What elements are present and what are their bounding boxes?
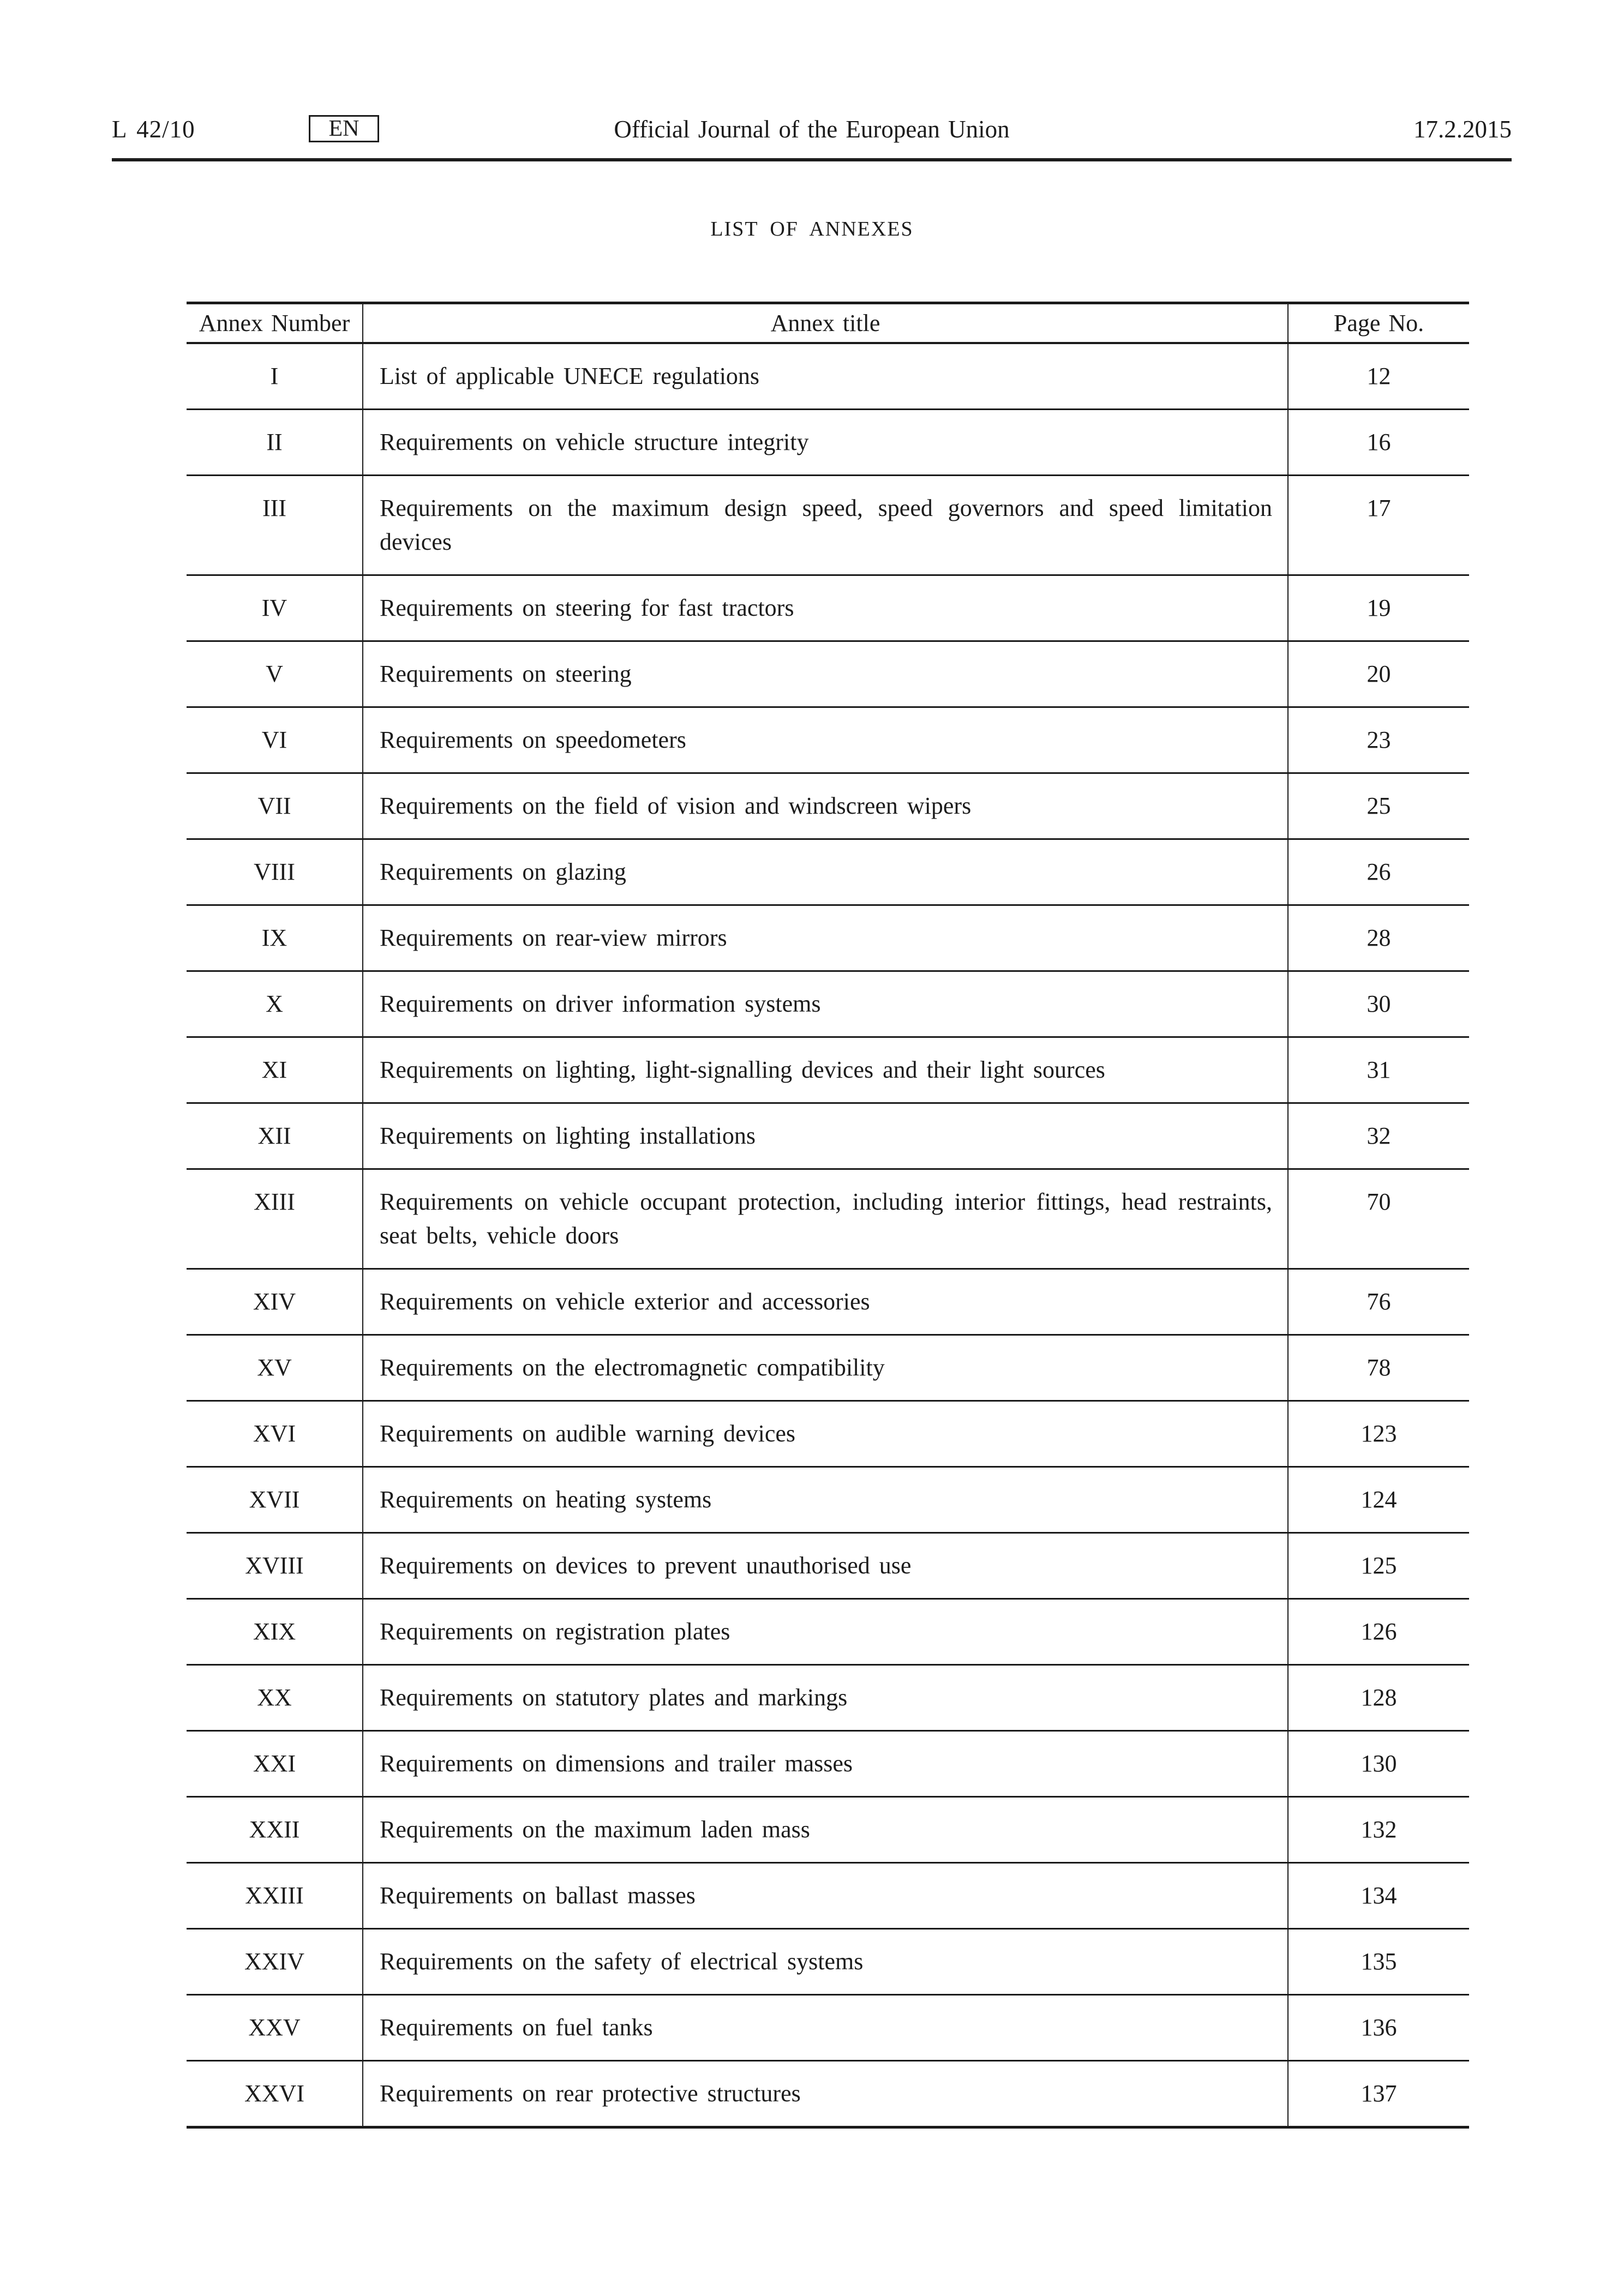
- table-row: [187, 1731, 1469, 1797]
- annex-number-cell: XXII: [187, 1797, 363, 1863]
- page-number-cell: 26: [1288, 839, 1469, 905]
- annex-title-cell: Requirements on rear protective structures: [363, 2061, 1288, 2127]
- page-number-cell: 132: [1288, 1797, 1469, 1863]
- annex-number-cell: III: [187, 476, 363, 575]
- annex-number-cell: XII: [187, 1103, 363, 1169]
- annex-number-cell: XVII: [187, 1467, 363, 1533]
- column-header-page-no: Page No.: [1288, 303, 1469, 344]
- annex-title-cell: Requirements on vehicle occupant protection, including interior fittings, head restraints, seat belts, vehicle doors: [363, 1169, 1288, 1269]
- page-number-cell: 137: [1288, 2061, 1469, 2127]
- annex-title-cell: Requirements on lighting, light-signalling devices and their light sources: [363, 1037, 1288, 1103]
- annex-number-cell: IV: [187, 575, 363, 641]
- annex-title-cell: Requirements on the field of vision and windscreen wipers: [363, 773, 1288, 839]
- annex-number-cell: XVI: [187, 1401, 363, 1467]
- table-row: [187, 1533, 1469, 1599]
- annex-number-cell: VII: [187, 773, 363, 839]
- annex-number-cell: VIII: [187, 839, 363, 905]
- table-row: [187, 839, 1469, 905]
- table-row: [187, 1599, 1469, 1665]
- page-number-cell: 19: [1288, 575, 1469, 641]
- table-row: [187, 410, 1469, 476]
- page-number-cell: 16: [1288, 410, 1469, 476]
- page-number-cell: 123: [1288, 1401, 1469, 1467]
- annex-number-cell: XIV: [187, 1269, 363, 1335]
- annex-number-cell: XIX: [187, 1599, 363, 1665]
- table-row: [187, 1797, 1469, 1863]
- table-row: [187, 707, 1469, 773]
- table-row: [187, 476, 1469, 575]
- annex-title-cell: Requirements on vehicle structure integrity: [363, 410, 1288, 476]
- annex-table-head: [187, 303, 1469, 344]
- annex-title-cell: Requirements on audible warning devices: [363, 1401, 1288, 1467]
- table-row: [187, 773, 1469, 839]
- page-number-cell: 125: [1288, 1533, 1469, 1599]
- annex-number-cell: II: [187, 410, 363, 476]
- annex-title-cell: List of applicable UNECE regulations: [363, 343, 1288, 410]
- annex-title-cell: Requirements on devices to prevent unauthorised use: [363, 1533, 1288, 1599]
- annex-title-cell: Requirements on dimensions and trailer masses: [363, 1731, 1288, 1797]
- table-row: [187, 1467, 1469, 1533]
- table-row: [187, 1929, 1469, 1995]
- table-row: [187, 343, 1469, 410]
- table-row: [187, 1995, 1469, 2061]
- annex-title-cell: Requirements on registration plates: [363, 1599, 1288, 1665]
- annex-title-cell: Requirements on the maximum design speed, speed governors and speed limitation devices: [363, 476, 1288, 575]
- page-number-cell: 20: [1288, 641, 1469, 707]
- annex-number-cell: XVIII: [187, 1533, 363, 1599]
- language-badge: EN: [309, 115, 379, 142]
- issue-number: L 42/10: [112, 116, 195, 143]
- annex-title-cell: Requirements on statutory plates and markings: [363, 1665, 1288, 1731]
- table-row: [187, 905, 1469, 971]
- annex-number-cell: XXI: [187, 1731, 363, 1797]
- annex-number-cell: XV: [187, 1335, 363, 1401]
- page-number-cell: 135: [1288, 1929, 1469, 1995]
- column-header-annex-title: Annex title: [363, 303, 1288, 344]
- column-header-annex-number: Annex Number: [187, 303, 363, 344]
- table-row: [187, 1863, 1469, 1929]
- annex-number-cell: VI: [187, 707, 363, 773]
- annex-title-cell: Requirements on the safety of electrical systems: [363, 1929, 1288, 1995]
- annex-title-cell: Requirements on vehicle exterior and accessories: [363, 1269, 1288, 1335]
- table-row: [187, 575, 1469, 641]
- table-row: [187, 1103, 1469, 1169]
- page-number-cell: 31: [1288, 1037, 1469, 1103]
- page-number-cell: 130: [1288, 1731, 1469, 1797]
- annex-title-cell: Requirements on the maximum laden mass: [363, 1797, 1288, 1863]
- page-number-cell: 126: [1288, 1599, 1469, 1665]
- table-row: [187, 641, 1469, 707]
- annex-title-cell: Requirements on glazing: [363, 839, 1288, 905]
- section-title: LIST OF ANNEXES: [710, 218, 914, 241]
- table-row: [187, 1335, 1469, 1401]
- annex-table-body: [187, 343, 1469, 2127]
- annex-title-cell: Requirements on heating systems: [363, 1467, 1288, 1533]
- annex-title-cell: Requirements on steering for fast tractors: [363, 575, 1288, 641]
- page-number-cell: 32: [1288, 1103, 1469, 1169]
- table-row: [187, 1401, 1469, 1467]
- page-number-cell: 70: [1288, 1169, 1469, 1269]
- annex-title-cell: Requirements on driver information systems: [363, 971, 1288, 1037]
- annex-table-header-row: [187, 303, 1469, 344]
- annex-title-cell: Requirements on lighting installations: [363, 1103, 1288, 1169]
- page-number-cell: 17: [1288, 476, 1469, 575]
- document-header: [112, 112, 1512, 147]
- annex-title-cell: Requirements on the electromagnetic compatibility: [363, 1335, 1288, 1401]
- page-number-cell: 25: [1288, 773, 1469, 839]
- page-number-cell: 76: [1288, 1269, 1469, 1335]
- annex-number-cell: XIII: [187, 1169, 363, 1269]
- table-row: [187, 1269, 1469, 1335]
- annex-table: [187, 302, 1469, 2129]
- page-number-cell: 134: [1288, 1863, 1469, 1929]
- annex-title-cell: Requirements on rear-view mirrors: [363, 905, 1288, 971]
- header-date: 17.2.2015: [1413, 116, 1512, 143]
- journal-title: Official Journal of the European Union: [614, 116, 1010, 143]
- page-number-cell: 30: [1288, 971, 1469, 1037]
- annex-number-cell: V: [187, 641, 363, 707]
- page-number-cell: 124: [1288, 1467, 1469, 1533]
- annex-title-cell: Requirements on steering: [363, 641, 1288, 707]
- table-row: [187, 1665, 1469, 1731]
- annex-number-cell: X: [187, 971, 363, 1037]
- annex-number-cell: XX: [187, 1665, 363, 1731]
- table-row: [187, 1037, 1469, 1103]
- annex-number-cell: XI: [187, 1037, 363, 1103]
- annex-title-cell: Requirements on ballast masses: [363, 1863, 1288, 1929]
- annex-title-cell: Requirements on speedometers: [363, 707, 1288, 773]
- annex-number-cell: XXIV: [187, 1929, 363, 1995]
- table-row: [187, 2061, 1469, 2127]
- page-number-cell: 136: [1288, 1995, 1469, 2061]
- annex-number-cell: XXVI: [187, 2061, 363, 2127]
- annex-title-cell: Requirements on fuel tanks: [363, 1995, 1288, 2061]
- page-number-cell: 78: [1288, 1335, 1469, 1401]
- page-number-cell: 12: [1367, 363, 1391, 389]
- header-rule: [112, 158, 1512, 161]
- annex-number-cell: IX: [187, 905, 363, 971]
- table-row: [187, 971, 1469, 1037]
- annex-number-cell: XXIII: [187, 1863, 363, 1929]
- annex-number-cell: XXV: [187, 1995, 363, 2061]
- page-number-cell: 128: [1288, 1665, 1469, 1731]
- table-row: [187, 1169, 1469, 1269]
- annex-number-cell: I: [187, 343, 363, 410]
- page-number-cell: 28: [1288, 905, 1469, 971]
- page-number-cell: 23: [1288, 707, 1469, 773]
